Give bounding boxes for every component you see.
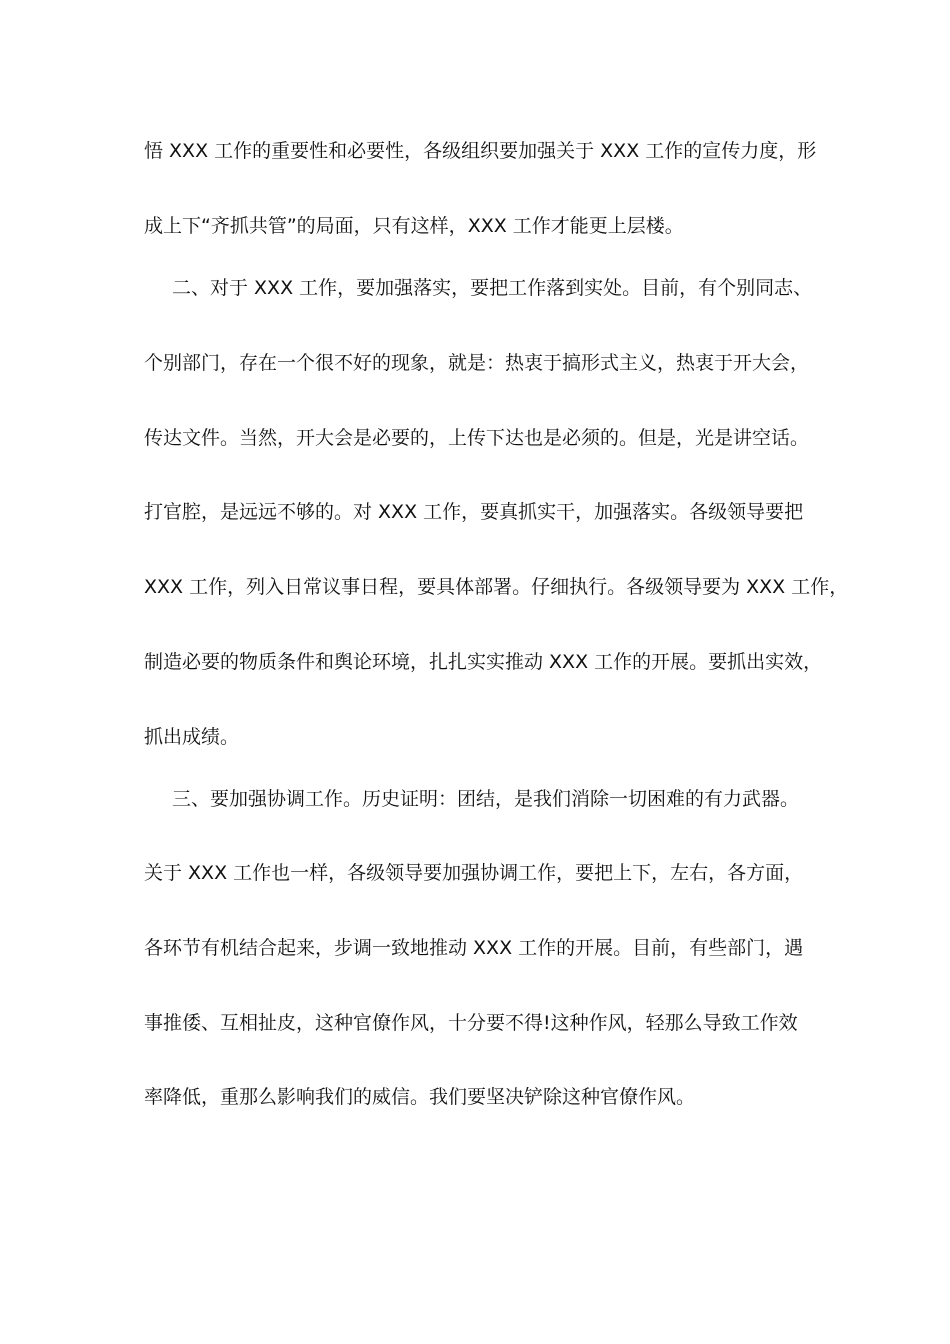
text-line: 传达文件。当然，开大会是必要的，上传下达也是必须的。但是，光是讲空话。 [144, 427, 810, 449]
text-line: 抓出成绩。 [144, 726, 240, 748]
text-line: 率降低，重那么影响我们的威信。我们要坚决铲除这种官僚作风。 [144, 1086, 696, 1108]
text-line: 悟 XXX 工作的重要性和必要性，各级组织要加强关于 XXX 工作的宣传力度，形 [144, 140, 817, 162]
text-line: 各环节有机结合起来，步调一致地推动 XXX 工作的开展。目前，有些部门，遇 [144, 937, 804, 959]
text-line: 打官腔，是远远不够的。对 XXX 工作，要真抓实干，加强落实。各级领导要把 [144, 501, 804, 523]
section-heading-line: 二、对于 XXX 工作，要加强落实，要把工作落到实处。目前，有个别同志、 [172, 277, 813, 299]
text-line: 个别部门，存在一个很不好的现象，就是：热衷于搞形式主义，热衷于开大会， [144, 352, 810, 374]
text-line: XXX 工作，列入日常议事日程，要具体部署。仔细执行。各级领导要为 XXX 工作， [144, 576, 849, 598]
text-line: 成上下“齐抓共管”的局面，只有这样，XXX 工作才能更上层楼。 [144, 215, 684, 237]
text-line: 制造必要的物质条件和舆论环境，扎扎实实推动 XXX 工作的开展。要抓出实效， [144, 651, 823, 673]
text-line: 事推倭、互相扯皮，这种官僚作风，十分要不得!这种作风，轻那么导致工作效 [144, 1012, 798, 1034]
section-heading-line: 三、要加强协调工作。历史证明：团结，是我们消除一切困难的有力武器。 [172, 788, 800, 810]
text-line: 关于 XXX 工作也一样，各级领导要加强协调工作，要把上下，左右，各方面， [144, 862, 804, 884]
